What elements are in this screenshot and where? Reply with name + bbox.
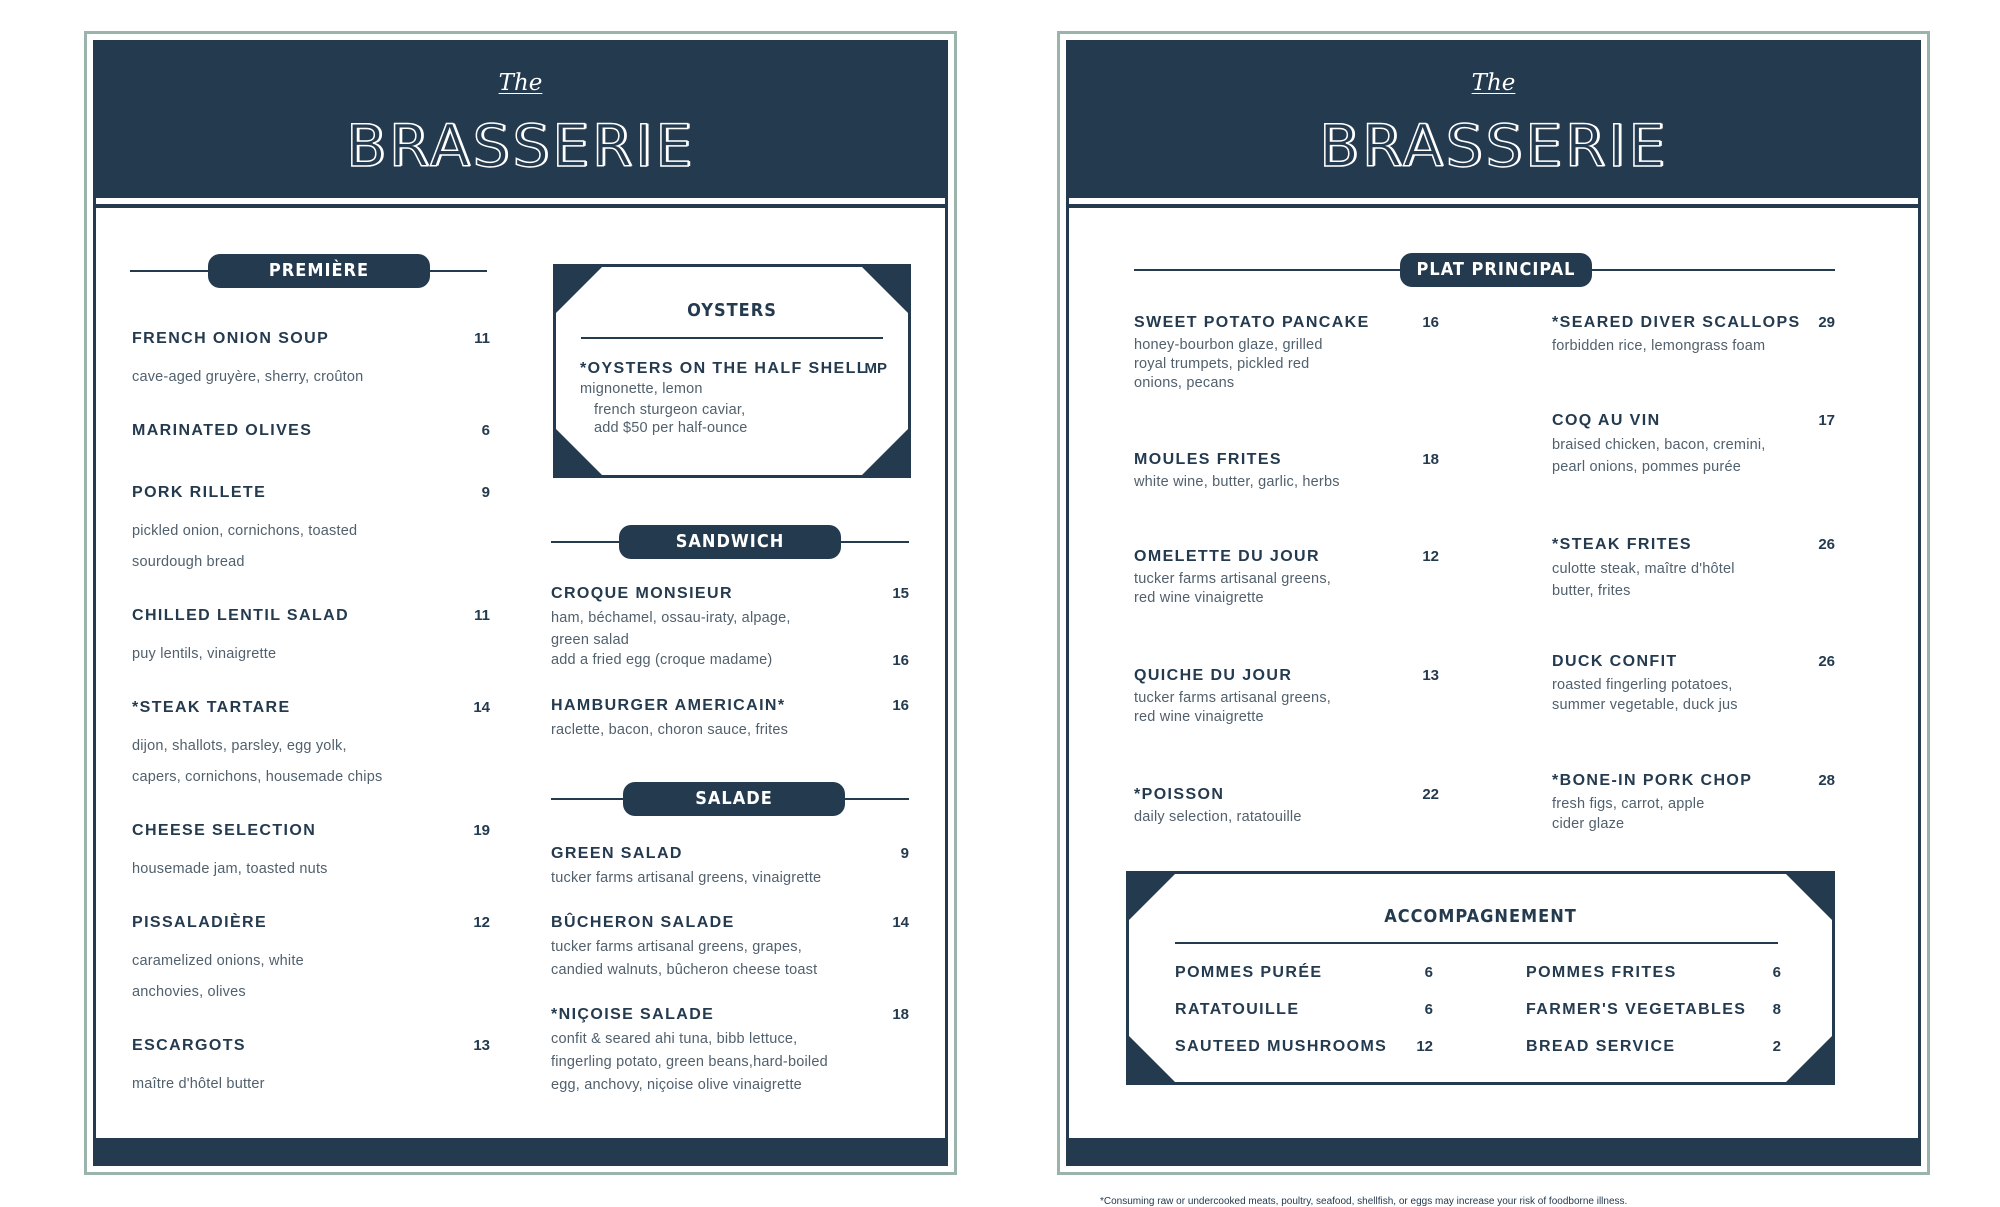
item-price: 26 [1818,653,1835,670]
item-name: CHEESE SELECTION [132,822,317,839]
item-description: ham, béchamel, ossau-iraty, alpage, green salad [551,610,791,648]
item-description: pickled onion, cornichons, toasted sourdough bread [132,523,358,570]
item-name: SWEET POTATO PANCAKE [1134,314,1370,331]
item-description: tucker farms artisanal greens, red wine vinaigrette [1134,571,1331,606]
side-item [1175,1038,1433,1058]
item-price: 6 [1424,1001,1433,1018]
item-name: *NIÇOISE SALADE [551,1006,715,1023]
item-price: 6 [481,422,490,439]
item-name: BREAD SERVICE [1526,1038,1676,1055]
foodborne-illness-disclaimer: *Consuming raw or undercooked meats, poultry, seafood, shellfish, or eggs may increase your risk of foodborne illness. [1100,1196,1628,1207]
item-name: CROQUE MONSIEUR [551,585,733,602]
item-name: PORK RILLETE [132,484,267,501]
item-name: BÛCHERON SALADE [551,914,735,931]
brand-the: The [1471,70,1516,96]
brand-name: BRASSERIE [346,112,695,180]
section-pill: PREMIÈRE [208,254,430,288]
side-item [1175,1001,1433,1021]
item-description: maître d'hôtel butter [132,1076,265,1092]
brand-header [1066,40,1921,198]
item-price: 17 [1818,412,1835,429]
item-addon-price: 16 [892,652,909,669]
item-price: 8 [1772,1001,1781,1018]
item-description: culotte steak, maître d'hôtel butter, frites [1552,561,1735,599]
item-name: SAUTEED MUSHROOMS [1175,1038,1388,1055]
item-name: GREEN SALAD [551,845,683,862]
item-price: 29 [1818,314,1835,331]
section-heading-salade [551,782,909,816]
item-name: POMMES PURÉE [1175,964,1323,981]
item-price: 28 [1818,772,1835,789]
item-name: PISSALADIÈRE [132,914,268,931]
item-name: *STEAK FRITES [1552,536,1692,553]
side-item [1526,1038,1781,1058]
item-price: 12 [1416,1038,1433,1055]
item-price: 18 [892,1006,909,1023]
item-name: MARINATED OLIVES [132,422,313,439]
item-description: housemade jam, toasted nuts [132,861,328,877]
item-name: *BONE-IN PORK CHOP [1552,772,1753,789]
item-price: 13 [1422,667,1439,684]
item-description: tucker farms artisanal greens, red wine vinaigrette [1134,690,1331,725]
item-price: 12 [473,914,490,931]
accompagnement-heading: ACCOMPAGNEMENT [1384,906,1577,927]
item-price: 15 [892,585,909,602]
item-name: *POISSON [1134,786,1225,803]
item-description: raclette, bacon, choron sauce, frites [551,722,789,738]
item-name: QUICHE DU JOUR [1134,667,1293,684]
box-corner [1786,1036,1832,1082]
item-name: POMMES FRITES [1526,964,1677,981]
item-name: RATATOUILLE [1175,1001,1300,1018]
item-price: 11 [474,330,490,347]
section-heading-plat-principal [1134,253,1835,287]
side-item [1175,964,1433,984]
item-description: mignonette, lemon [580,381,703,397]
item-name: OMELETTE DU JOUR [1134,548,1320,565]
section-pill: SANDWICH [619,525,841,559]
item-price: 14 [473,699,490,716]
item-description: fresh figs, carrot, apple cider glaze [1552,796,1705,832]
header-rule [93,204,948,208]
footer-band [1066,1138,1921,1166]
section-pill: SALADE [623,782,845,816]
brand-name: BRASSERIE [1319,112,1668,180]
item-name: *STEAK TARTARE [132,699,291,716]
brand-the: The [498,70,543,96]
accompagnement-box [1126,871,1835,1085]
item-price: 6 [1772,964,1781,981]
brand-header [93,40,948,198]
oysters-heading: OYSTERS [687,300,777,321]
item-name: CHILLED LENTIL SALAD [132,607,350,624]
item-name: MOULES FRITES [1134,451,1282,468]
item-name: *OYSTERS ON THE HALF SHELL [580,360,868,377]
item-price: 16 [1422,314,1439,331]
item-name: FRENCH ONION SOUP [132,330,330,347]
item-addon: french sturgeon caviar, add $50 per half-ounce [594,402,748,436]
item-description: daily selection, ratatouille [1134,809,1302,825]
item-description: cave-aged gruyère, sherry, croûton [132,369,364,385]
item-name: ESCARGOTS [132,1037,246,1054]
item-name: DUCK CONFIT [1552,653,1678,670]
item-description: white wine, butter, garlic, herbs [1134,474,1340,490]
item-price: 26 [1818,536,1835,553]
item-name: FARMER'S VEGETABLES [1526,1001,1747,1018]
footer-band [93,1138,948,1166]
section-pill: PLAT PRINCIPAL [1400,253,1592,287]
item-description: tucker farms artisanal greens, grapes, candied walnuts, bûcheron cheese toast [551,939,818,978]
menu-item [580,360,887,436]
item-name: HAMBURGER AMERICAIN* [551,697,786,714]
item-price: 22 [1422,786,1439,803]
item-price: 19 [473,822,490,839]
side-item [1526,1001,1781,1021]
item-price: 18 [1422,451,1439,468]
item-description: honey-bourbon glaze, grilled royal trumpets, pickled red onions, pecans [1134,337,1323,391]
item-price: 11 [474,607,490,624]
item-description: confit & seared ahi tuna, bibb lettuce, fingerling potato, green beans,hard-boiled egg, anchovy, niçoise olive vinaigrette [551,1031,828,1093]
item-price: 9 [900,845,909,862]
item-price: 12 [1422,548,1439,565]
section-heading-sandwich [551,525,909,559]
item-price: 2 [1772,1038,1781,1055]
header-rule [1066,204,1921,208]
item-price: 9 [481,484,490,501]
box-corner [862,429,908,475]
item-description: puy lentils, vinaigrette [132,646,277,662]
side-item [1526,964,1781,984]
item-name: COQ AU VIN [1552,412,1661,429]
item-price: 6 [1424,964,1433,981]
item-price: 13 [473,1037,490,1054]
item-description: tucker farms artisanal greens, vinaigrette [551,870,822,886]
box-corner [1129,1036,1175,1082]
item-description: braised chicken, bacon, cremini, pearl onions, pommes purée [1552,437,1766,475]
item-price: 16 [892,697,909,714]
oysters-box [553,264,911,478]
item-description: dijon, shallots, parsley, egg yolk, capers, cornichons, housemade chips [132,738,383,785]
item-description: forbidden rice, lemongrass foam [1552,338,1766,354]
item-price: MP [864,360,887,377]
item-price: 14 [892,914,909,931]
box-rule [1175,942,1778,944]
item-name: *SEARED DIVER SCALLOPS [1552,314,1801,331]
section-heading-premiere [130,254,487,288]
item-addon: add a fried egg (croque madame) [551,652,773,668]
item-description: caramelized onions, white anchovies, olives [132,953,304,1000]
item-description: roasted fingerling potatoes, summer vegetable, duck jus [1552,677,1738,713]
box-rule [581,337,883,339]
